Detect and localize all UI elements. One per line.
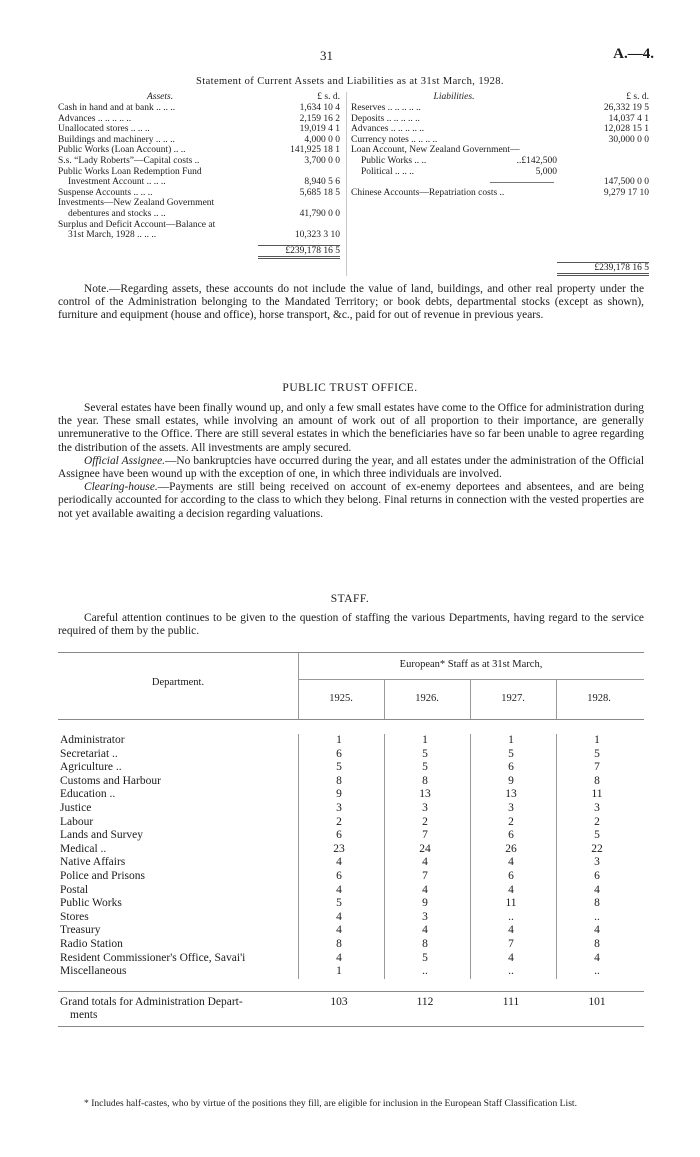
year-1925-header: 1925. (329, 693, 353, 704)
page-number: 31 (320, 48, 333, 63)
staff-count-1927: 1 (508, 734, 514, 746)
staff-count-1927: .. (508, 965, 514, 978)
liability-amount: 26,332 19 5 (603, 103, 649, 113)
asset-row (58, 124, 340, 135)
staff-count-1925: 5 (336, 897, 342, 910)
asset-row (58, 188, 340, 199)
liability-row (351, 135, 649, 146)
staff-count-1926: 13 (419, 788, 431, 801)
department-name: Police and Prisons (60, 869, 145, 882)
liability-amount: 14,037 4 1 (608, 113, 649, 124)
asset-label: debentures and stocks .. .. (68, 208, 166, 219)
liability-label: Reserves .. .. .. .. .. (351, 103, 421, 113)
asset-row (58, 103, 340, 114)
staff-count-1928: 4 (594, 951, 600, 964)
asset-amount (262, 198, 340, 209)
document-reference: A.—4. (613, 46, 654, 62)
staff-count-1928: .. (594, 965, 600, 978)
staff-count-1925: 5 (336, 761, 342, 774)
asset-label: Buildings and machinery .. .. .. (58, 134, 175, 145)
total-1927: 111 (502, 995, 520, 1008)
staff-count-1926: 7 (422, 829, 428, 842)
department-name: Education .. (60, 788, 116, 801)
staff-count-1926: .. (422, 965, 428, 978)
staff-count-1926: 4 (422, 856, 428, 869)
staff-count-1926: 5 (422, 951, 428, 964)
asset-row (58, 114, 340, 125)
staff-totals-row (58, 991, 644, 1027)
column-rule (298, 734, 299, 979)
department-name: Stores (60, 910, 89, 923)
staff-count-1926: 24 (419, 842, 431, 855)
total-1926: 112 (416, 995, 434, 1008)
asset-amount: 19,019 4 1 (299, 124, 340, 135)
staff-count-1927: 6 (508, 869, 514, 882)
liability-label: Currency notes .. .. .. .. (351, 134, 438, 145)
staff-count-1926: 4 (422, 883, 428, 896)
column-rule (384, 734, 385, 979)
liability-row (351, 188, 649, 199)
staff-count-1925: 4 (336, 951, 342, 964)
staff-count-1926: 3 (422, 910, 428, 923)
official-assignee-paragraph: Official Assignee.—No bankruptcies have occurred during the year, and all estates under the administration of the Official Assignee have been wound up with the exception of one, in which three individuals are involved. (58, 454, 645, 481)
column-rule (556, 734, 557, 979)
asset-row (58, 209, 340, 220)
staff-count-1925: 1 (336, 965, 342, 978)
note-text: Note.—Regarding assets, these accounts do not include the value of land, buildings, and other real property under the control of the Administration belonging to the Mandated Territory; or book debts, departmental stocks (except as shown), furniture and equipment (house and office), horse transport, &c., paid for out of revenue in previous years. (58, 283, 644, 322)
asset-row (58, 198, 340, 209)
staff-count-1925: 1 (336, 734, 342, 746)
department-name: Secretariat .. (60, 747, 118, 760)
asset-label: S.s. “Lady Roberts”—Capital costs .. (58, 155, 200, 166)
asset-row (58, 220, 340, 231)
staff-count-1927: 4 (508, 883, 514, 896)
department-name: Native Affairs (60, 856, 126, 869)
liability-label: Chinese Accounts—Repatriation costs .. (351, 187, 505, 198)
staff-count-1925: 6 (336, 829, 342, 842)
staff-count-1927: 4 (508, 951, 514, 964)
staff-count-1927: 13 (505, 788, 517, 801)
asset-row (58, 230, 340, 241)
staff-intro: Careful attention continues to be given to the question of staffing the various Departments, having regard to the service required of them by the public. (58, 612, 644, 638)
staff-table-header (58, 652, 644, 720)
asset-label: 31st March, 1928 .. .. .. (68, 230, 157, 241)
money-heading-right: £ s. d. (626, 92, 649, 102)
asset-label: Public Works (Loan Account) .. .. (58, 145, 186, 156)
staff-count-1928: 4 (594, 883, 600, 896)
liability-label: Deposits .. .. .. .. .. (351, 113, 420, 124)
totals-label-cont: ments (70, 1009, 98, 1022)
liability-amount (569, 145, 649, 156)
staff-count-1928: 22 (591, 842, 603, 855)
staff-count-1925: 3 (336, 801, 342, 814)
staff-count-1926: 2 (422, 815, 428, 828)
staff-table (58, 652, 644, 1027)
staff-count-1927: 11 (505, 897, 517, 910)
department-name: Resident Commissioner's Office, Savai'i (60, 951, 246, 964)
public-trust-title: PUBLIC TRUST OFFICE. (282, 382, 418, 394)
liability-amount: 12,028 15 1 (603, 124, 649, 135)
asset-label: Unallocated stores .. .. .. (58, 124, 150, 135)
staff-count-1928: 2 (594, 815, 600, 828)
staff-count-1927: 7 (508, 937, 514, 950)
staff-count-1927: 2 (508, 815, 514, 828)
liability-row (351, 114, 649, 125)
asset-amount: 3,700 0 0 (304, 155, 340, 166)
staff-count-1927: 3 (508, 801, 514, 814)
staff-count-1926: 7 (422, 869, 428, 882)
asset-amount: 4,000 0 0 (304, 134, 340, 145)
asset-amount (262, 167, 340, 178)
asset-label: Cash in hand and at bank .. .. .. (58, 103, 176, 113)
year-1926-header: 1926. (415, 693, 439, 704)
department-name: Treasury (60, 924, 101, 937)
liability-subamount: ..£142,500 (516, 155, 557, 166)
statement-title: Statement of Current Assets and Liabilities as at 31st March, 1928. (196, 76, 504, 87)
year-1927-header: 1927. (501, 693, 525, 704)
staff-count-1928: 6 (594, 869, 600, 882)
staff-group-header: European* Staff as at 31st March, (399, 659, 543, 670)
department-name: Labour (60, 815, 94, 828)
asset-label: Public Works Loan Redemption Fund (58, 166, 202, 177)
staff-count-1928: 8 (594, 937, 600, 950)
asset-amount: 8,940 5 6 (304, 177, 340, 188)
staff-count-1928: 8 (594, 774, 600, 787)
staff-count-1928: 1 (594, 734, 600, 746)
liability-row (351, 124, 649, 135)
staff-count-1925: 8 (336, 937, 342, 950)
liability-subamount (520, 145, 569, 156)
staff-count-1926: 1 (422, 734, 428, 746)
department-name: Public Works (60, 897, 122, 910)
asset-row (58, 135, 340, 146)
department-name: Customs and Harbour (60, 774, 161, 787)
liability-row (351, 156, 649, 167)
staff-count-1928: 3 (594, 801, 600, 814)
staff-count-1925: 6 (336, 747, 342, 760)
liability-amount (557, 156, 649, 167)
staff-count-1927: 4 (508, 856, 514, 869)
asset-amount: 1,634 10 4 (299, 103, 340, 113)
department-name: Justice (60, 801, 92, 814)
asset-amount (262, 220, 340, 231)
note-paragraph (58, 283, 644, 323)
staff-count-1925: 4 (336, 856, 342, 869)
staff-count-1925: 2 (336, 815, 342, 828)
staff-count-1925: 8 (336, 774, 342, 787)
liability-row (351, 145, 649, 156)
staff-count-1925: 9 (336, 788, 342, 801)
staff-count-1926: 3 (422, 801, 428, 814)
staff-count-1928: 3 (594, 856, 600, 869)
liability-subamount (501, 135, 557, 146)
asset-label: Surplus and Deficit Account—Balance at (58, 219, 216, 230)
staff-count-1927: 4 (508, 924, 514, 937)
staff-count-1927: 9 (508, 774, 514, 787)
liability-row (351, 103, 649, 114)
liability-row (351, 177, 649, 188)
liability-subamount (501, 124, 557, 135)
department-name: Administrator (60, 734, 125, 746)
money-heading: £ s. d. (317, 92, 340, 102)
staff-table-body (58, 734, 644, 979)
liabilities-heading: Liabilities. (433, 92, 475, 102)
staff-count-1925: 4 (336, 910, 342, 923)
asset-amount: 41,790 0 0 (299, 208, 340, 219)
staff-count-1927: .. (508, 910, 514, 923)
public-trust-paragraph-1: Several estates have been finally wound up, and only a few small estates have come to the Office for administration during the year. These small estates, while involving an amount of work out of all proportion to their importance, are generally unremunerative to the Office. There are still several estates in which the beneficiaries have so far been unable to agree regarding the distribution of the assets. All investments are amply secured. (58, 402, 644, 454)
liability-amount: 147,500 0 0 (603, 177, 649, 188)
asset-label: Advances .. .. .. .. .. (58, 113, 132, 124)
liabilities-total: £239,178 16 5 (557, 262, 649, 276)
staff-footnote: * Includes half-castes, who by virtue of the positions they fill, are eligible for inclusion in the European Staff Classification List. (84, 1098, 577, 1109)
assets-heading: Assets. (146, 92, 174, 102)
staff-count-1927: 26 (505, 842, 517, 855)
staff-count-1925: 4 (336, 883, 342, 896)
department-name: Miscellaneous (60, 965, 127, 978)
asset-label: Investment Account .. .. .. (68, 177, 166, 188)
asset-row (58, 177, 340, 188)
liability-row (351, 167, 649, 178)
staff-count-1925: 4 (336, 924, 342, 937)
liability-label: Political .. .. .. (361, 166, 415, 177)
liability-label: Public Works .. .. (361, 155, 427, 166)
subtotal-rule (490, 182, 554, 183)
staff-count-1926: 8 (422, 774, 428, 787)
staff-count-1928: 8 (594, 897, 600, 910)
department-name: Lands and Survey (60, 829, 144, 842)
liability-amount (557, 167, 649, 178)
liability-subamount: 5,000 (535, 166, 557, 177)
liability-subamount (501, 103, 557, 114)
total-1928: 101 (588, 995, 606, 1008)
staff-count-1926: 5 (422, 747, 428, 760)
department-name: Postal (60, 883, 89, 896)
liability-subamount (504, 188, 559, 199)
department-header: Department. (151, 677, 205, 688)
public-trust-body (58, 402, 644, 521)
department-name: Radio Station (60, 937, 123, 950)
clearing-house-paragraph: Clearing-house.—Payments are still being received on account of ex-enemy deportees and absentees, and are being periodically accounted for according to the class to which they belong. Final returns in connection with the vested properties are not yet available awaiting a decision regarding valuations. (58, 481, 644, 520)
asset-amount: 5,685 18 5 (299, 187, 340, 198)
staff-count-1928: 5 (594, 829, 600, 842)
asset-label: Investments—New Zealand Government (58, 198, 215, 209)
department-name: Medical .. (60, 842, 107, 855)
department-name: Agriculture .. (60, 761, 122, 774)
assets-total: £239,178 16 5 (258, 245, 340, 259)
staff-count-1928: 11 (591, 788, 603, 801)
liabilities-column (346, 92, 649, 276)
asset-amount: 141,925 18 1 (290, 145, 340, 156)
staff-count-1925: 23 (333, 842, 345, 855)
asset-row (58, 156, 340, 167)
asset-amount: 2,159 16 2 (299, 113, 340, 124)
year-1928-header: 1928. (587, 693, 611, 704)
staff-count-1927: 6 (508, 761, 514, 774)
staff-count-1928: 4 (594, 924, 600, 937)
staff-count-1928: 5 (594, 747, 600, 760)
staff-count-1925: 6 (336, 869, 342, 882)
asset-label: Suspense Accounts .. .. .. (58, 187, 153, 198)
assets-column (58, 92, 340, 259)
liability-label: Advances .. .. .. .. .. (351, 124, 425, 135)
liability-amount: 30,000 0 0 (608, 134, 649, 145)
staff-count-1928: .. (594, 910, 600, 923)
staff-count-1928: 7 (594, 761, 600, 774)
liability-amount: 9,279 17 10 (603, 187, 649, 198)
staff-count-1926: 9 (422, 897, 428, 910)
liability-label: Loan Account, New Zealand Government— (351, 145, 520, 156)
liability-label (351, 177, 490, 188)
asset-amount: 10,323 3 10 (294, 230, 340, 241)
totals-label: Grand totals for Administration Depart- (60, 995, 243, 1008)
liability-subamount (501, 114, 557, 125)
asset-row (58, 167, 340, 178)
total-1925: 103 (330, 995, 348, 1008)
staff-count-1927: 5 (508, 747, 514, 760)
staff-count-1926: 8 (422, 937, 428, 950)
staff-count-1926: 4 (422, 924, 428, 937)
staff-count-1926: 5 (422, 761, 428, 774)
asset-row (58, 145, 340, 156)
column-rule (470, 734, 471, 979)
staff-title: STAFF. (330, 593, 370, 605)
staff-count-1927: 6 (508, 829, 514, 842)
